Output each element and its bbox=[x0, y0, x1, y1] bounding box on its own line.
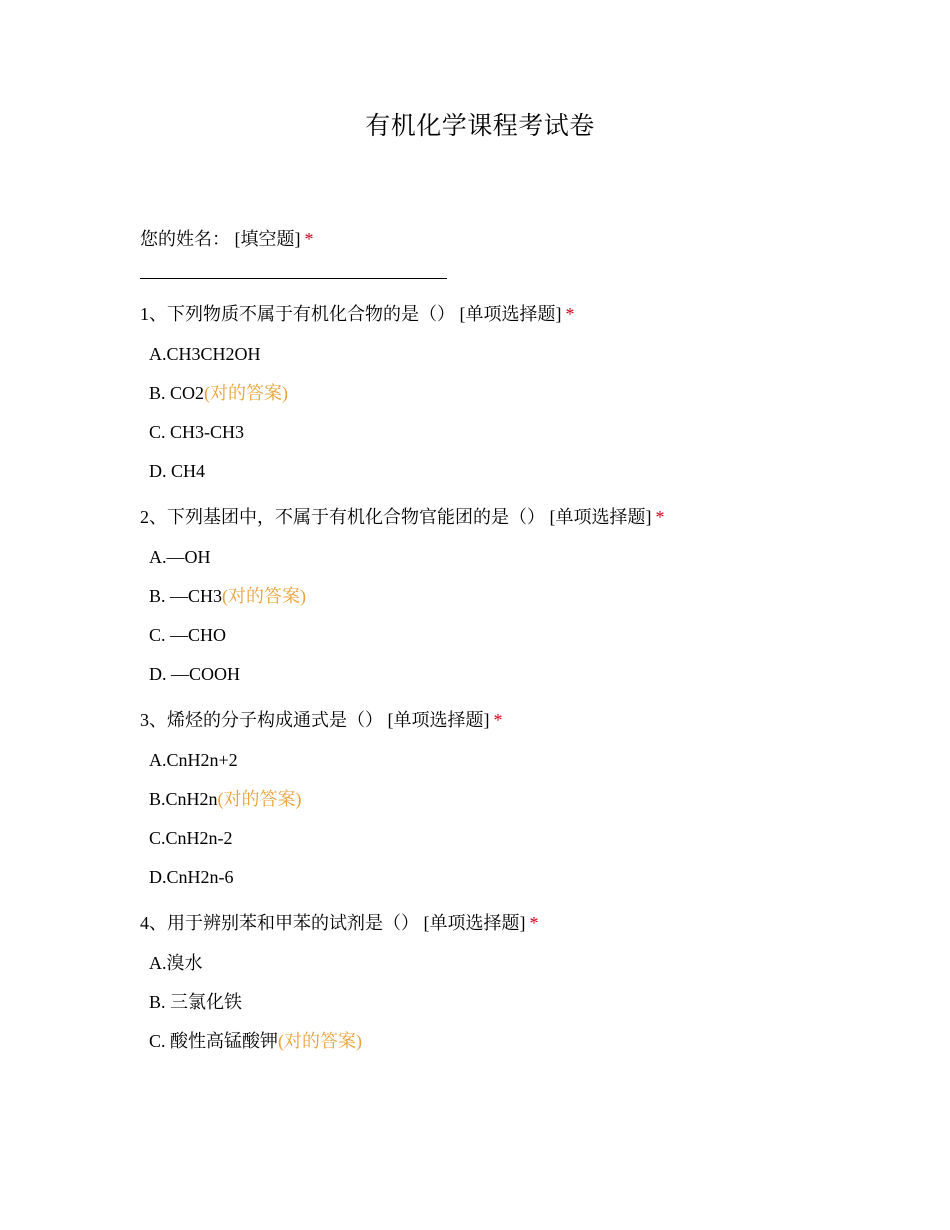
option-text: C.CnH2n-2 bbox=[149, 828, 233, 848]
option-d[interactable] bbox=[140, 663, 900, 686]
option-text: B. CO2 bbox=[149, 383, 205, 403]
required-mark: * bbox=[655, 507, 665, 527]
option-a[interactable] bbox=[140, 749, 900, 772]
question-stem bbox=[140, 707, 900, 733]
question-stem bbox=[140, 910, 900, 936]
option-text: B.CnH2n bbox=[149, 789, 218, 809]
option-d[interactable] bbox=[140, 866, 900, 889]
correct-answer-mark: (对的答案) bbox=[278, 1031, 363, 1051]
option-b[interactable] bbox=[140, 991, 900, 1014]
option-text: B. —CH3 bbox=[149, 586, 223, 606]
option-text: D. CH4 bbox=[149, 461, 206, 481]
option-b[interactable] bbox=[140, 788, 900, 811]
option-text: B. 三氯化铁 bbox=[149, 992, 243, 1012]
option-c[interactable] bbox=[140, 421, 900, 444]
required-mark: * bbox=[493, 710, 503, 730]
question-type: [单项选择题] bbox=[423, 913, 526, 933]
option-list bbox=[140, 546, 900, 686]
question-3 bbox=[140, 707, 900, 889]
option-list bbox=[140, 952, 900, 1053]
question-4 bbox=[140, 910, 900, 1053]
question-type: [单项选择题] bbox=[549, 507, 652, 527]
question-text: 2、下列基团中，不属于有机化合物官能团的是（） bbox=[140, 507, 545, 527]
exam-content bbox=[140, 226, 900, 1053]
question-text: 4、用于辨别苯和甲苯的试剂是（） bbox=[140, 913, 419, 933]
option-list bbox=[140, 343, 900, 483]
correct-answer-mark: (对的答案) bbox=[222, 586, 307, 606]
option-a[interactable] bbox=[140, 343, 900, 366]
option-text: A.CH3CH2OH bbox=[149, 344, 261, 364]
page-title: 有机化学课程考试卷 bbox=[365, 113, 595, 140]
question-stem bbox=[140, 504, 900, 530]
name-field-label: 您的姓名： bbox=[140, 229, 230, 249]
question-type: [单项选择题] bbox=[387, 710, 490, 730]
option-text: D. —COOH bbox=[149, 664, 241, 684]
name-answer-blank[interactable] bbox=[140, 262, 447, 279]
option-c[interactable] bbox=[140, 624, 900, 647]
required-mark: * bbox=[304, 229, 314, 249]
name-field-type: [填空题] bbox=[234, 229, 301, 249]
option-a[interactable] bbox=[140, 546, 900, 569]
option-text: C. —CHO bbox=[149, 625, 227, 645]
option-text: C. 酸性高锰酸钾 bbox=[149, 1031, 279, 1051]
option-text: C. CH3-CH3 bbox=[149, 422, 245, 442]
question-2 bbox=[140, 504, 900, 686]
option-list bbox=[140, 749, 900, 889]
option-b[interactable] bbox=[140, 382, 900, 405]
name-field-label-line bbox=[140, 226, 900, 252]
required-mark: * bbox=[529, 913, 539, 933]
option-c[interactable] bbox=[140, 1030, 900, 1053]
option-b[interactable] bbox=[140, 585, 900, 608]
option-text: A.—OH bbox=[149, 547, 211, 567]
option-text: A.溴水 bbox=[149, 953, 203, 973]
question-type: [单项选择题] bbox=[459, 304, 562, 324]
correct-answer-mark: (对的答案) bbox=[217, 789, 302, 809]
question-text: 3、烯烃的分子构成通式是（） bbox=[140, 710, 383, 730]
option-text: A.CnH2n+2 bbox=[149, 750, 238, 770]
option-d[interactable] bbox=[140, 460, 900, 483]
required-mark: * bbox=[565, 304, 575, 324]
question-stem bbox=[140, 301, 900, 327]
correct-answer-mark: (对的答案) bbox=[204, 383, 289, 403]
option-c[interactable] bbox=[140, 827, 900, 850]
question-1 bbox=[140, 301, 900, 483]
question-text: 1、下列物质不属于有机化合物的是（） bbox=[140, 304, 455, 324]
option-text: D.CnH2n-6 bbox=[149, 867, 234, 887]
option-a[interactable] bbox=[140, 952, 900, 975]
